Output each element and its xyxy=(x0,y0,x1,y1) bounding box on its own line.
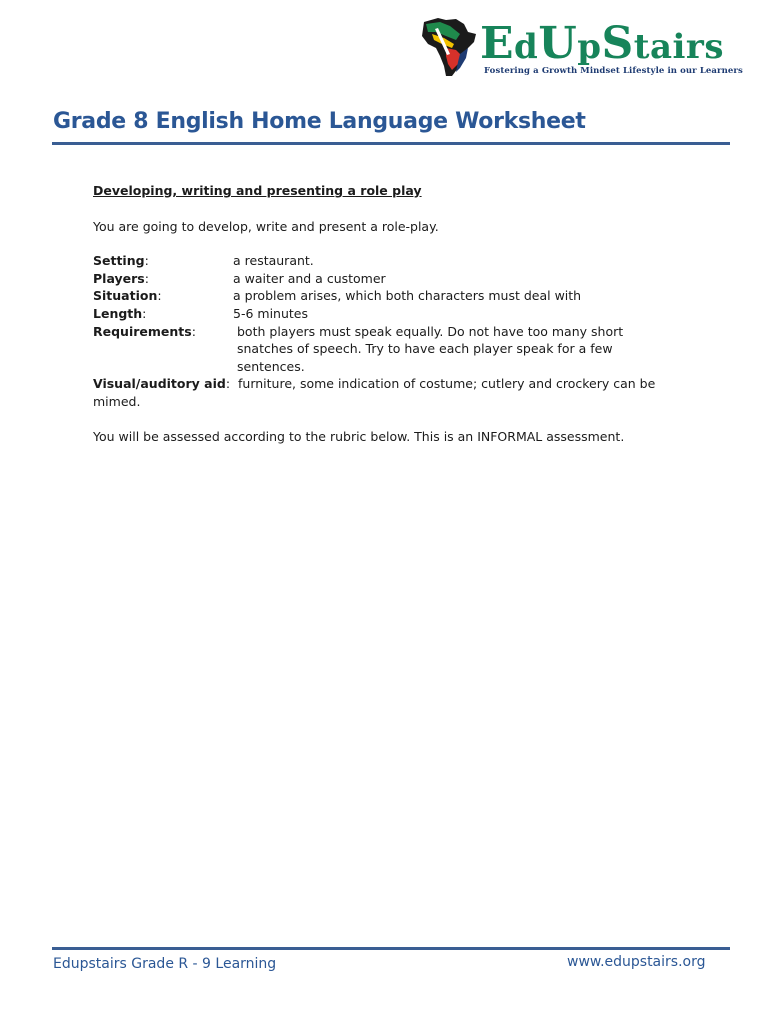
intro-text: You are going to develop, write and present a role-play. xyxy=(93,218,439,234)
logo-letter-s: S xyxy=(601,18,634,69)
detail-value: a waiter and a customer xyxy=(233,270,386,286)
logo-tagline: Fostering a Growth Mindset Lifestyle in our Learners xyxy=(484,66,743,76)
detail-label: Length xyxy=(93,305,143,321)
detail-row-requirements: Requirements: both players must speak equally. Do not have too many short snatches of speech. Try to have each player speak for a few sentences. xyxy=(93,323,673,376)
section-heading: Developing, writing and presenting a role play xyxy=(93,183,422,198)
detail-row-situation: Situation: a problem arises, which both characters must deal with xyxy=(93,287,673,305)
assessment-note: You will be assessed according to the rubric below. This is an INFORMAL assessment. xyxy=(93,428,625,444)
logo-letter-d: d xyxy=(514,27,539,67)
logo-letter-e: E xyxy=(480,18,515,69)
detail-value: furniture, some indication of costume; cutlery and crockery can be mimed. xyxy=(93,376,656,409)
logo-letter-p: p xyxy=(577,27,602,67)
detail-label: Players xyxy=(93,270,145,286)
detail-row-length: Length: 5-6 minutes xyxy=(93,305,673,323)
detail-row-setting: Setting: a restaurant. xyxy=(93,252,673,270)
detail-label: Setting xyxy=(93,253,145,269)
detail-row-visual-aid: Visual/auditory aid: furniture, some indication of costume; cutlery and crockery can be mimed. xyxy=(93,376,656,409)
footer-divider xyxy=(52,947,730,950)
detail-value: both players must speak equally. Do not have too many short snatches of speech. Try to have each player speak for a few sentences. xyxy=(237,323,624,374)
title-divider xyxy=(52,142,730,145)
detail-value: a problem arises, which both characters must deal with xyxy=(233,288,582,304)
detail-row-players: Players: a waiter and a customer xyxy=(93,270,673,288)
logo-letters-tairs: tairs xyxy=(633,27,724,67)
detail-label: Requirements xyxy=(93,323,192,339)
africa-map-icon xyxy=(416,14,482,80)
detail-value: a restaurant. xyxy=(233,253,314,269)
footer-website-link[interactable]: www.edupstairs.org xyxy=(567,954,706,970)
logo-wordmark xyxy=(480,18,724,69)
logo-letter-u: U xyxy=(538,18,578,69)
worksheet-content xyxy=(93,182,673,445)
detail-value: 5-6 minutes xyxy=(233,305,308,321)
detail-label: Situation xyxy=(93,288,158,304)
edupstairs-logo xyxy=(416,14,743,84)
details-list xyxy=(93,252,673,410)
detail-label: Visual/auditory aid xyxy=(93,376,226,392)
page-title: Grade 8 English Home Language Worksheet xyxy=(53,109,586,134)
footer-brand: Edupstairs Grade R - 9 Learning xyxy=(53,956,277,972)
